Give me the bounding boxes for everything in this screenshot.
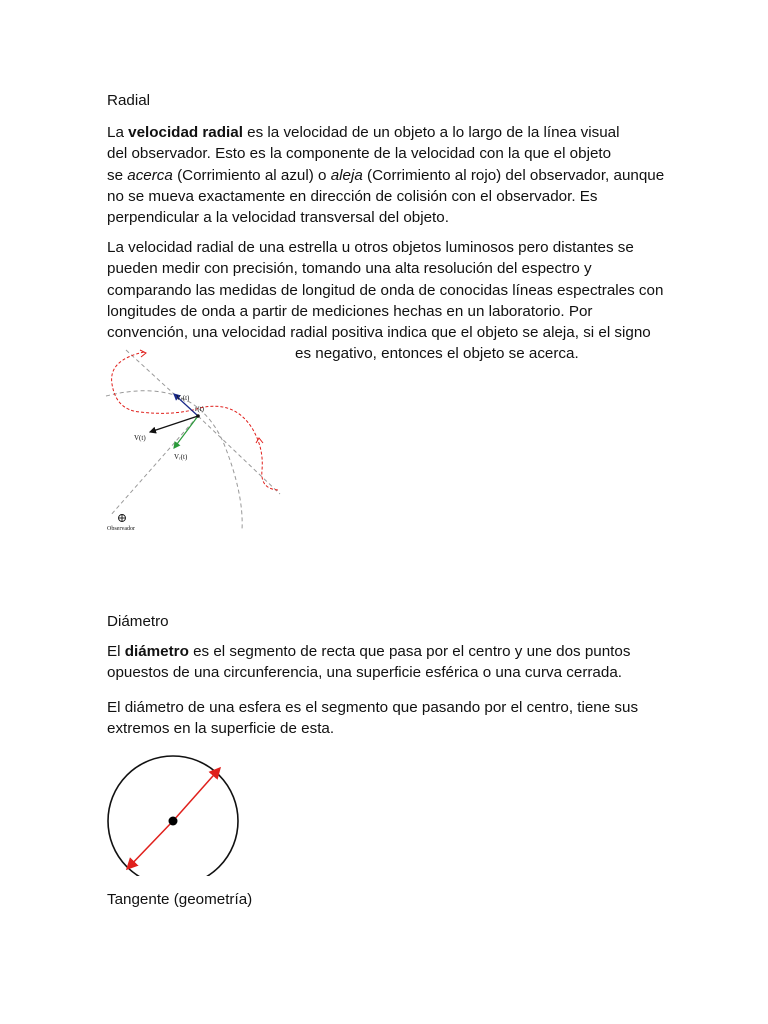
object-point xyxy=(196,414,200,418)
text-line: opuestos de una circunferencia, una superficie esférica o una curva cerrada. xyxy=(107,664,622,682)
trajectory-arrow xyxy=(140,350,146,357)
text-line: extremos en la superficie de esta. xyxy=(107,720,335,738)
circle-outline xyxy=(108,756,238,876)
sight-extension xyxy=(198,416,280,494)
diametro-paragraph-1 xyxy=(107,641,667,684)
label-vt: Vₜ(t) xyxy=(176,394,190,402)
label-v: V(t) xyxy=(134,434,146,442)
text-run: es el segmento de recta que pasa por el centro y une dos puntos xyxy=(188,643,631,660)
label-vr: Vᵣ(t) xyxy=(174,453,188,461)
diameter-diagram xyxy=(104,752,244,876)
bold-term: diámetro xyxy=(124,643,189,660)
text-run: se xyxy=(107,166,128,184)
text-run: La xyxy=(107,124,129,141)
text-line xyxy=(107,122,667,143)
text-line: del observador. Esto es la componente de la velocidad con la que el objeto xyxy=(107,145,612,163)
bold-term: velocidad radial xyxy=(128,124,243,141)
label-observer: Observador xyxy=(107,526,135,532)
text-line: perpendicular a la velocidad transversal del objeto. xyxy=(107,209,449,227)
diameter-line xyxy=(127,821,173,869)
text-run: es la velocidad de un objeto a lo largo de la línea visual xyxy=(242,124,620,141)
text-line: El diámetro de una esfera es el segmento que pasando por el centro, tiene sus xyxy=(107,699,639,716)
italic-term: aleja xyxy=(330,166,363,184)
label-rt: r(t) xyxy=(195,405,204,413)
text-run: (Corrimiento al azul) o xyxy=(172,166,331,184)
diametro-paragraph-2 xyxy=(107,697,667,740)
text-line: no se mueva exactamente en dirección de colisión con el observador. Es xyxy=(107,187,598,205)
text-line: comparando las medidas de longitud de onda de conocidas líneas espectrales con xyxy=(107,281,664,299)
observer-icon xyxy=(119,515,126,522)
text-run: es negativo, entonces el objeto se acerca. xyxy=(295,345,579,363)
text-line: convención, una velocidad radial positiva indica que el objeto se aleja, si el signo xyxy=(107,324,651,342)
radial-heading: Radial xyxy=(107,92,151,109)
radial-velocity-diagram xyxy=(104,344,288,534)
diametro-heading: Diámetro xyxy=(107,613,169,630)
text-line: pueden medir con precisión, tomando una alta resolución del espectro y xyxy=(107,260,592,278)
tangente-heading: Tangente (geometría) xyxy=(107,891,253,908)
center-point xyxy=(169,817,178,826)
text-run: El xyxy=(107,643,125,660)
radial-velocity-vector xyxy=(174,416,198,448)
text-line: La velocidad radial de una estrella u otros objetos luminosos pero distantes se xyxy=(107,239,634,256)
diameter-line xyxy=(173,768,220,821)
text-line: longitudes de onda a partir de mediciones hechas en un laboratorio. Por xyxy=(107,302,593,320)
radial-paragraph-1 xyxy=(107,122,667,228)
text-run: (Corrimiento al rojo) del observador, aunque xyxy=(362,166,665,184)
text-line xyxy=(107,641,667,662)
text-line xyxy=(107,165,667,186)
radial-velocity-figure xyxy=(104,344,288,534)
diameter-figure xyxy=(104,752,244,876)
italic-term: acerca xyxy=(127,166,173,184)
